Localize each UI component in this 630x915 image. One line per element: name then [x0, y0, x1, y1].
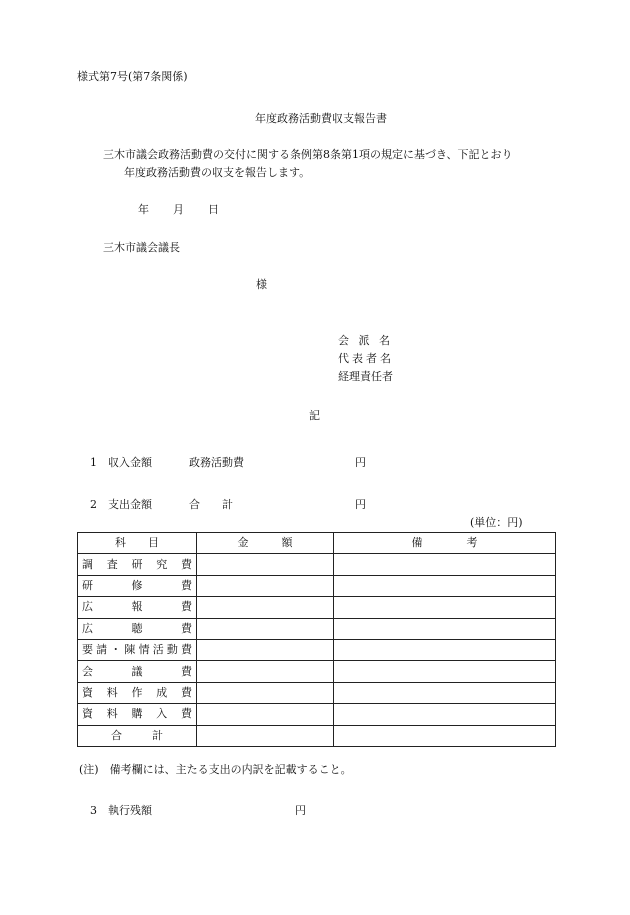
- table-row: [78, 618, 556, 639]
- subject-cell: [78, 682, 197, 703]
- subject-char: 報: [131, 600, 143, 614]
- subject-cell: [78, 554, 197, 575]
- subject-char: 費: [180, 643, 192, 657]
- subject-char: 査: [106, 557, 118, 571]
- subject-char: 成: [156, 685, 168, 699]
- section2-label: 支出金額: [108, 498, 152, 511]
- subject-label: [82, 707, 192, 721]
- subject-char: 陳: [124, 643, 136, 657]
- subject-char: 計: [152, 728, 163, 742]
- subject-char: 議: [131, 664, 143, 678]
- date-day: 日: [208, 203, 219, 216]
- signatory-accountant: 経理責任者: [338, 370, 393, 383]
- subject-char: 費: [181, 600, 192, 614]
- signatory-faction: 会 派 名: [338, 334, 393, 347]
- header-remarks: 備 考: [334, 533, 556, 554]
- amount-cell[interactable]: [197, 575, 334, 596]
- subject-char: 合: [111, 728, 122, 742]
- subject-char: 入: [156, 707, 168, 721]
- date-month: 月: [173, 203, 184, 216]
- section2-unit: 円: [355, 498, 366, 511]
- subject-label: [82, 686, 192, 700]
- subject-char: 料: [106, 685, 118, 699]
- table-row: [78, 554, 556, 575]
- section1-unit: 円: [355, 456, 366, 469]
- intro-line-1: 三木市議会政務活動費の交付に関する条例第8条第1項の規定に基づき、下記とおり: [103, 148, 513, 161]
- subject-label: [82, 558, 192, 572]
- subject-char: 費: [181, 621, 192, 635]
- subject-char: 動: [166, 643, 178, 657]
- remarks-cell[interactable]: [334, 704, 556, 725]
- remarks-cell[interactable]: [334, 554, 556, 575]
- subject-char: 料: [106, 707, 118, 721]
- section1-item: 政務活動費: [189, 456, 244, 469]
- date-year: 年: [138, 203, 149, 216]
- subject-char: 費: [181, 664, 192, 678]
- subject-label: [82, 665, 192, 679]
- table-row: [78, 661, 556, 682]
- amount-cell[interactable]: [197, 639, 334, 660]
- remarks-cell[interactable]: [334, 639, 556, 660]
- document-title-text: 年度政務活動費収支報告書: [255, 112, 387, 125]
- subject-char: 作: [131, 685, 143, 699]
- subject-label: [82, 600, 192, 614]
- section1-label: 収入金額: [108, 456, 152, 469]
- subject-char: 研: [131, 557, 143, 571]
- amount-cell[interactable]: [197, 661, 334, 682]
- header-amount: 金 額: [197, 533, 334, 554]
- table-note: (注) 備考欄には、主たる支出の内訳を記載すること。: [79, 763, 352, 776]
- subject-cell: [78, 597, 197, 618]
- form-number: 様式第7号(第7条関係): [77, 70, 188, 83]
- remarks-cell[interactable]: [334, 597, 556, 618]
- subject-cell: [78, 639, 197, 660]
- table-row: [78, 704, 556, 725]
- subject-char: 費: [181, 685, 192, 699]
- section3-unit: 円: [295, 804, 306, 817]
- amount-cell[interactable]: [197, 597, 334, 618]
- remarks-cell[interactable]: [334, 618, 556, 639]
- section2-number: 2: [90, 498, 97, 511]
- subject-cell: [78, 618, 197, 639]
- section1-number: 1: [90, 456, 97, 469]
- subject-label: [82, 622, 192, 636]
- amount-cell[interactable]: [197, 704, 334, 725]
- subject-char: 資: [82, 685, 93, 699]
- table-row: [78, 725, 556, 746]
- subject-cell: [78, 575, 197, 596]
- signatory-representative: 代表者名: [338, 352, 394, 365]
- subject-label: [82, 729, 192, 743]
- section3-label: 執行残額: [108, 804, 152, 817]
- subject-char: 広: [82, 621, 93, 635]
- ki-mark: 記: [309, 409, 320, 422]
- section2-item: 合 計: [189, 498, 233, 511]
- subject-char: 聴: [131, 621, 143, 635]
- remarks-cell[interactable]: [334, 725, 556, 746]
- subject-char: 費: [181, 557, 192, 571]
- amount-cell[interactable]: [197, 682, 334, 703]
- subject-char: 修: [131, 578, 143, 592]
- subject-cell: [78, 661, 197, 682]
- subject-char: 会: [82, 664, 93, 678]
- subject-cell: [78, 725, 197, 746]
- subject-char: 広: [82, 600, 93, 614]
- header-subject: 科 目: [78, 533, 197, 554]
- subject-label: [82, 643, 192, 657]
- section3-number: 3: [90, 804, 97, 817]
- addressee: 三木市議会議長: [103, 241, 180, 254]
- subject-cell: [78, 704, 197, 725]
- expense-table: [77, 532, 556, 747]
- subject-char: 究: [156, 557, 168, 571]
- subject-char: 情: [138, 643, 150, 657]
- subject-char: ・: [110, 643, 122, 657]
- subject-char: 費: [181, 707, 192, 721]
- table-body: [78, 554, 556, 747]
- subject-char: 資: [82, 707, 93, 721]
- subject-char: 調: [82, 557, 93, 571]
- unit-note: (単位：円): [470, 516, 523, 529]
- remarks-cell[interactable]: [334, 575, 556, 596]
- table-row: [78, 682, 556, 703]
- amount-cell[interactable]: [197, 618, 334, 639]
- amount-cell[interactable]: [197, 554, 334, 575]
- document-title: [0, 112, 630, 126]
- subject-char: 研: [82, 578, 93, 592]
- subject-char: 購: [131, 707, 143, 721]
- subject-char: 費: [181, 578, 192, 592]
- table-header-row: [78, 533, 556, 554]
- table-row: [78, 575, 556, 596]
- table-row: [78, 597, 556, 618]
- subject-char: 要: [82, 643, 93, 657]
- intro-line-2: 年度政務活動費の収支を報告します。: [124, 166, 311, 179]
- subject-char: 活: [152, 643, 164, 657]
- subject-label: [82, 579, 192, 593]
- table-row: [78, 639, 556, 660]
- remarks-cell[interactable]: [334, 682, 556, 703]
- honorific: 様: [256, 278, 267, 291]
- amount-cell[interactable]: [197, 725, 334, 746]
- remarks-cell[interactable]: [334, 661, 556, 682]
- subject-char: 請: [96, 643, 108, 657]
